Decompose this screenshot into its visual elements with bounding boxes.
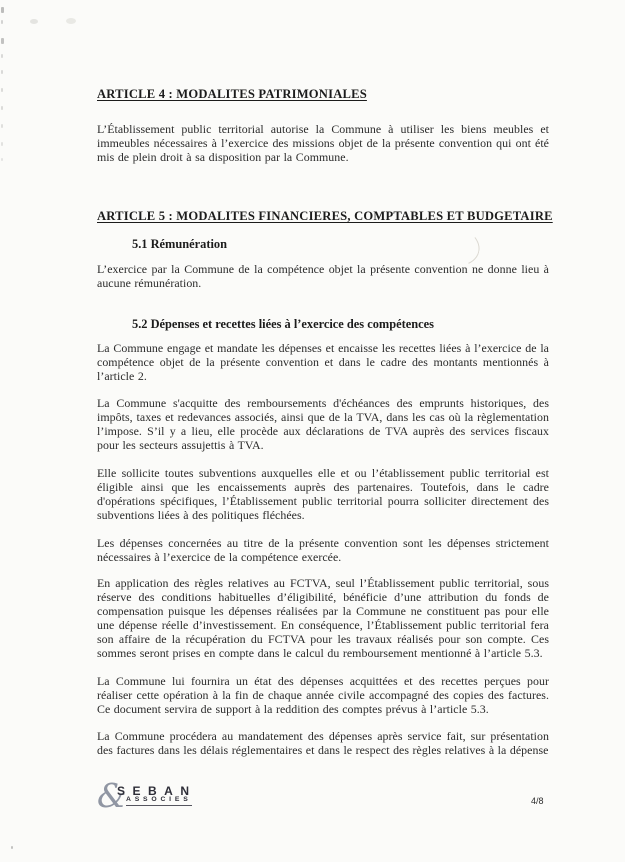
section-5-2-paragraph: La Commune engage et mandate les dépenses et encaisse les recettes liées à l’exercice de la compétence objet de la présente convention et dans le cadre des montants mentionnés à l’article 2. (97, 341, 549, 383)
scan-artifact-dash (1, 124, 3, 128)
section-5-1-heading: 5.1 Rémunération (132, 237, 227, 251)
page-number: 4/8 (531, 796, 544, 806)
article-5-heading: ARTICLE 5 : MODALITES FINANCIERES, COMPTABLES ET BUDGETAIRE (97, 209, 553, 223)
scan-artifact-dash (1, 158, 3, 161)
scan-artifact-dash (1, 54, 3, 58)
logo-firm-subname: ASSOCIES (126, 796, 192, 806)
scan-artifact-dash (1, 106, 3, 110)
seban-associes-logo (97, 776, 237, 815)
scan-artifact-dash (1, 88, 3, 92)
section-5-2-paragraph: La Commune s'acquitte des remboursements d'échéances des emprunts historiques, des impôts, taxes et redevances associés, ainsi que de la TVA, dans les cas où la règlementation l’impose. S’il y a lieu, elle procède aux déclarations de TVA auprès des services fiscaux pour les secteurs assujettis à TVA. (97, 396, 549, 452)
scan-artifact-dot (11, 846, 13, 849)
scan-artifact-smudge (66, 18, 76, 24)
section-5-1-paragraph: L’exercice par la Commune de la compétence objet la présente convention ne donne lieu à aucune rémunération. (97, 262, 549, 290)
section-5-2-paragraph: Les dépenses concernées au titre de la présente convention sont les dépenses strictement nécessaires à l’exercice de la compétence exercée. (97, 536, 549, 564)
article-4-paragraph: L’Établissement public territorial autorise la Commune à utiliser les biens meubles et immeubles nécessaires à l’exercice des missions objet de la présente convention qui ont été mis de plein droit à sa disposition par la Commune. (97, 122, 549, 164)
logo-firm-name: SEBAN (117, 784, 197, 798)
section-5-2-paragraph: En application des règles relatives au FCTVA, seul l’Établissement public territorial, sous réserve des conditions habituelles d’éligibilité, bénéficie d’une attribution du fonds de compensation puisque les dépenses réalisées par la Commune ne constituent pas pour elle une dépense réelle d’investissement. En conséquence, l’Établissement public territorial fera son affaire de la récupération du FCTVA pour les travaux réalisés pour son compte. Ces sommes seront prises en compte dans le calcul du remboursement mentionné à l’article 5.3. (97, 576, 549, 660)
scan-artifact-dash (1, 70, 3, 74)
scan-artifact-dash (1, 7, 4, 13)
section-5-2-heading: 5.2 Dépenses et recettes liées à l’exercice des compétences (132, 317, 434, 331)
scan-artifact-dash (1, 20, 3, 24)
article-4-heading: ARTICLE 4 : MODALITES PATRIMONIALES (97, 87, 367, 101)
scan-artifact-dash (1, 142, 3, 146)
scan-artifact-dash (1, 38, 4, 44)
document-content (97, 0, 553, 757)
scan-artifact-smudge (30, 19, 38, 24)
ampersand-logo-icon: & (97, 776, 127, 815)
section-5-2-paragraph: La Commune procédera au mandatement des dépenses après service fait, sur présentation des factures dans les délais réglementaires et dans le respect des règles relatives à la dépense (97, 729, 549, 757)
section-5-2-paragraph: La Commune lui fournira un état des dépenses acquittées et des recettes perçues pour réaliser cette opération à la fin de chaque année civile accompagné des copies des factures. Ce document servira de support à la reddition des comptes prévus à l’article 5.3. (97, 674, 549, 716)
section-5-2-paragraph: Elle sollicite toutes subventions auxquelles elle et ou l’établissement public territorial est éligible ainsi que les encaissements auprès des partenaires. Toutefois, dans le cadre d'opérations spécifiques, l’Établissement public territorial pourra solliciter directement des subventions liées à des politiques fléchées. (97, 466, 549, 522)
